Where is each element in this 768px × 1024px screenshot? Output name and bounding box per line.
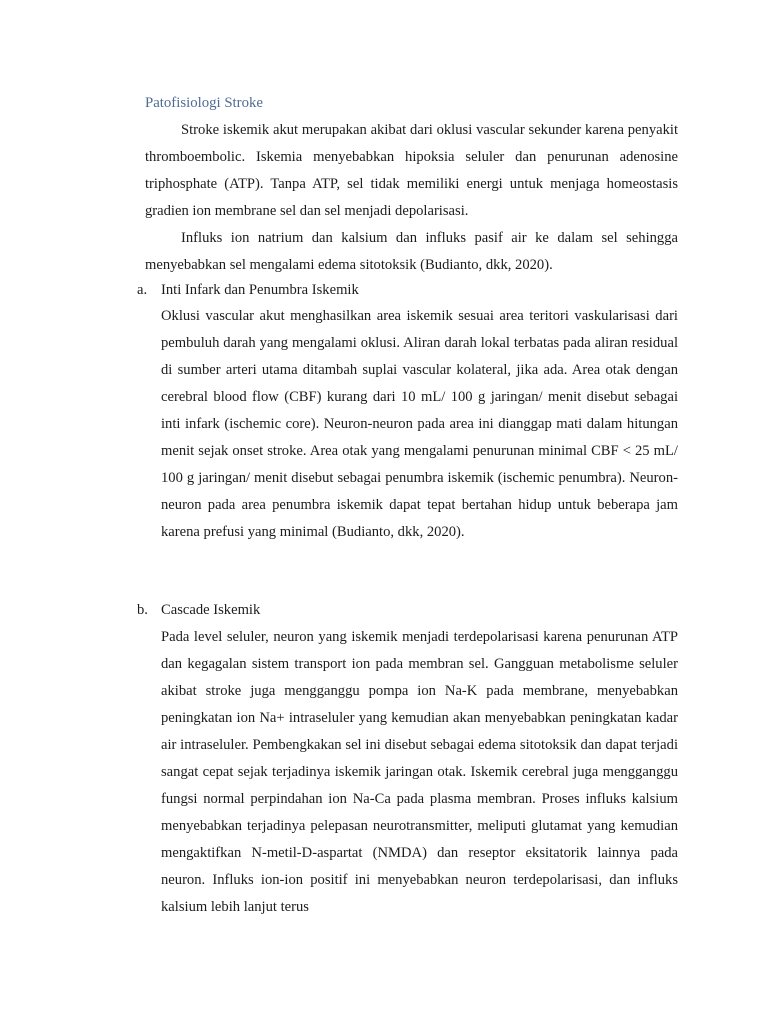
subsection-body-a: Oklusi vascular akut menghasilkan area iskemik sesuai area teritori vaskularisasi dari pembuluh darah yang mengalami oklusi. Aliran darah lokal terbatas pada aliran residual di sumber arteri utama ditambah suplai vascular kolateral, jika ada. Area otak dengan cerebral blood flow (CBF) kurang dari 10 mL/ 100 g jaringan/ menit disebut sebagai inti infark (ischemic core). Neuron-neuron pada area ini dianggap mati dalam hitungan menit sejak onset stroke. Area otak yang mengalami penurunan minimal CBF < 25 mL/ 100 g jaringan/ menit disebut sebagai penumbra iskemik (ischemic penumbra). Neuron-neuron pada area penumbra iskemik dapat tepat bertahan hidup untuk beberapa jam karena prefusi yang minimal (Budianto, dkk, 2020). (161, 308, 678, 540)
intro-paragraph-2: Influks ion natrium dan kalsium dan influks pasif air ke dalam sel sehingga menyebabkan sel mengalami edema sitotoksik (Budianto, dkk, 2020). (145, 230, 678, 273)
list-marker-a: a. (137, 282, 148, 298)
section-heading: Patofisiologi Stroke (145, 95, 263, 111)
subsection-title-a: Inti Infark dan Penumbra Iskemik (161, 282, 359, 298)
intro-paragraph-1: Stroke iskemik akut merupakan akibat dari oklusi vascular sekunder karena penyakit thromboembolic. Iskemia menyebabkan hipoksia seluler dan penurunan adenosine triphosphate (ATP). Tanpa ATP, sel tidak memiliki energi untuk menjaga homeostasis gradien ion membrane sel dan sel menjadi depolarisasi. (145, 122, 678, 219)
subsection-body-b: Pada level seluler, neuron yang iskemik menjadi terdepolarisasi karena penurunan ATP dan kegagalan sistem transport ion pada membran sel. Gangguan metabolisme seluler akibat stroke juga mengganggu pompa ion Na-K pada membrane, menyebabkan peningkatan ion Na+ intraseluler yang kemudian akan menyebabkan peningkatan kadar air intraseluler. Pembengkakan sel ini disebut sebagai edema sitotoksik dan dapat terjadi sangat cepat sejak terjadinya iskemik jaringan otak. Iskemik cerebral juga mengganggu fungsi normal perpindahan ion Na-Ca pada plasma membran. Proses influks kalsium menyebabkan terjadinya pelepasan neurotransmitter, meliputi glutamat yang kemudian mengaktifkan N-metil-D-aspartat (NMDA) dan reseptor eksitatorik lainnya pada neuron. Influks ion-ion positif ini menyebabkan neuron terdepolarisasi, dan influks kalsium lebih lanjut terus (161, 629, 678, 915)
list-marker-b: b. (137, 602, 148, 618)
subsection-title-b: Cascade Iskemik (161, 602, 261, 618)
